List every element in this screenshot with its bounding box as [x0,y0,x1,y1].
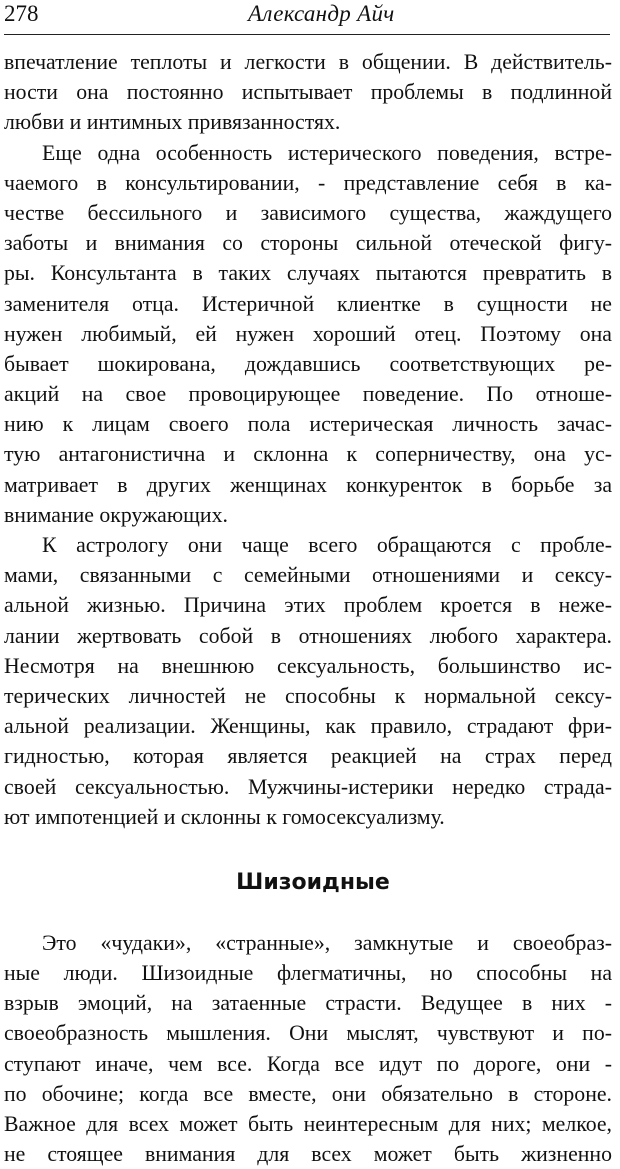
text-line: Это «чудаки», «странные», замкнутые и своеобраз- [42,930,612,955]
text-line: внимание окружающих. [4,502,228,527]
text-line: Еще одна особенность истерического поведения, встре- [42,140,612,165]
text-line: нужен любимый, ей нужен хороший отец. Поэтому она [4,321,612,346]
page-number: 278 [4,1,39,26]
text-line: альной жизнью. Причина этих проблем кроется в нежe- [4,593,612,618]
text-line: впечатление теплоты и легкости в общении. В действитель- [4,50,612,74]
text-line: заботы и внимания со стороны сильной отеческой фигу- [4,231,612,256]
text-line: бывает шокирована, дождавшись соответствующих ре- [4,351,612,376]
text-line: лании жертвовать собой в отношениях любого характера. [4,623,612,648]
text-line: ности она постоянно испытывает проблемы в подлинной [4,80,612,105]
text-line: гидностью, которая является реакцией на страх перед [4,744,612,769]
section-heading: Шизоидные [236,869,390,895]
text-line: ры. Консультанта в таких случаях пытаются превратить в [4,261,612,286]
running-header [4,0,610,35]
paragraph-2 [4,138,612,530]
text-line: К астрологу они чаще всего обращаются с пробле- [42,533,612,557]
text-line: взрыв эмоций, на затаенные страсти. Ведущее в них - [4,991,612,1016]
text-line: ступают иначе, чем все. Когда все идут по дороге, они - [4,1051,612,1076]
text-line: альной реализации. Женщины, как правило, страдают фри- [4,714,612,739]
text-line: любви и интимных привязанностях. [4,110,341,135]
text-line: не стоящее внимания для всех может быть жизненно [4,1142,612,1167]
text-line: Важное для всех может быть неинтересным для них; мелкое, [4,1112,612,1136]
text-line: нию к лицам своего пола истерическая личность зачас- [4,412,612,437]
text-line: мами, связанными с семейными отношениями и сексу- [4,563,612,588]
text-line: ные люди. Шизоидные флегматичны, но способны на [4,961,612,986]
section-paragraph [4,928,612,1169]
page-body [4,47,612,1169]
text-line: ют импотенцией и склонны к гомосексуализму. [4,804,445,829]
text-line: акций на свое провоцирующее поведение. По отноше- [4,382,612,407]
paragraph-1 [4,47,612,138]
paragraph-3 [4,530,612,832]
text-line: чаемого в консультировании, - представление себя в ка- [4,170,612,195]
text-line: заменителя отца. Истеричной клиентке в сущности не [4,291,612,316]
text-line: по обочине; когда все вместе, они обязательно в стороне. [4,1081,612,1106]
text-line: тую антагонистична и склонна к соперничеству, она ус- [4,442,612,467]
text-line: своеобразность мышления. Они мыслят, чувствуют и по- [4,1021,612,1046]
text-line: терических личностей не способны к нормальной сексу- [4,683,612,708]
text-line: матривает в других женщинах конкуренток в борьбе за [4,472,612,497]
text-line: честве бессильного и зависимого существа, жаждущего [4,200,612,225]
running-head-author: Александр Айч [248,1,395,26]
text-line: своей сексуальностью. Мужчины-истерики нередко страда- [4,774,612,799]
text-line: Несмотря на внешнюю сексуальность, большинство ис- [4,653,612,678]
